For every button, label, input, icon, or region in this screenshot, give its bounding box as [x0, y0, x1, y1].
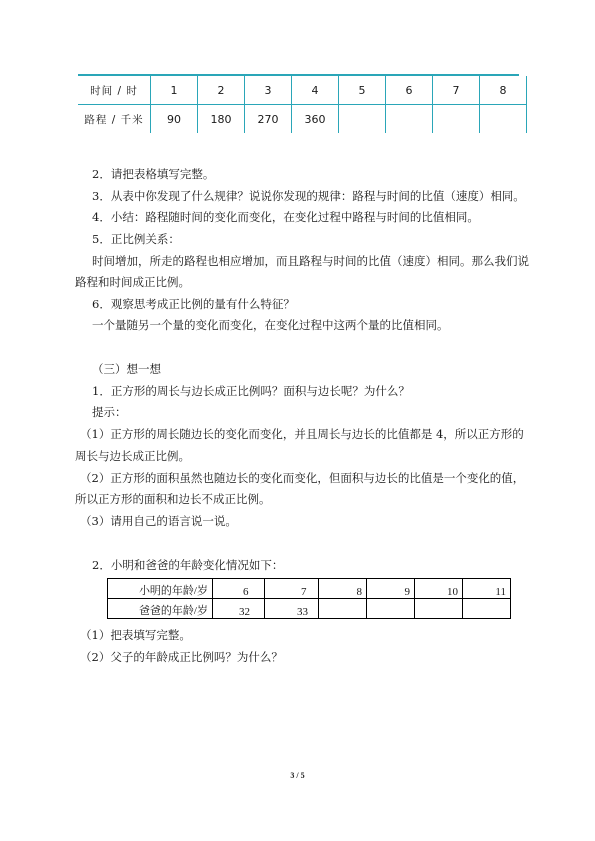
table-cell: 360 [292, 105, 339, 134]
table-cell: 8 [319, 579, 367, 599]
table-cell-empty [339, 105, 386, 134]
text-line: （2）父子的年龄成正比例吗？为什么？ [80, 650, 283, 664]
text-line: 所以正方形的面积和边长不成正比例。 [75, 492, 271, 506]
section-heading: （三）想一想 [92, 362, 161, 376]
table-cell: 90 [151, 105, 198, 134]
text-line: 周长与边长成正比例。 [75, 449, 190, 463]
text-line: 时间增加，所走的路程也相应增加，而且路程与时间的比值（速度）相同。那么我们说 [92, 254, 529, 268]
table-cell: 10 [415, 579, 463, 599]
table-cell: 1 [151, 76, 198, 105]
table-row [78, 76, 527, 105]
text-line: 提示： [92, 405, 127, 419]
time-distance-table [78, 76, 527, 133]
table-row [108, 579, 511, 599]
table-cell: 33 [265, 599, 319, 619]
table-row [78, 105, 527, 134]
text-line: 3．从表中你发现了什么规律？说说你发现的规律：路程与时间的比值（速度）相同。 [92, 189, 525, 203]
table-cell: 8 [480, 76, 527, 105]
table-cell: 270 [245, 105, 292, 134]
table-cell: 9 [367, 579, 415, 599]
table-cell-empty [386, 105, 433, 134]
text-line: 2．小明和爸爸的年龄变化情况如下： [92, 558, 284, 572]
table-row [108, 599, 511, 619]
table-cell-empty [367, 599, 415, 619]
table-cell: 3 [245, 76, 292, 105]
table-header-dad: 爸爸的年龄/岁 [108, 599, 213, 619]
table-cell-empty [463, 599, 511, 619]
text-line: （1）把表填写完整。 [80, 628, 191, 642]
table-cell-empty [433, 105, 480, 134]
table-cell: 2 [198, 76, 245, 105]
table-cell: 5 [339, 76, 386, 105]
table-cell: 11 [463, 579, 511, 599]
text-line: 路程和时间成正比例。 [75, 275, 190, 289]
text-line: （2）正方形的面积虽然也随边长的变化而变化，但面积与边长的比值是一个变化的值， [80, 471, 525, 485]
table-header-distance: 路程 / 千米 [78, 105, 151, 134]
text-line: 5．正比例关系： [92, 232, 180, 246]
text-line: （1）正方形的周长随边长的变化而变化，并且周长与边长的比值都是 4，所以正方形的 [80, 427, 524, 441]
page-number: 3 / 5 [290, 771, 305, 780]
table-cell: 6 [213, 579, 265, 599]
table-cell-empty [415, 599, 463, 619]
table-cell: 180 [198, 105, 245, 134]
age-table [107, 578, 511, 619]
text-line: （3）请用自己的语言说一说。 [80, 514, 237, 528]
table-cell: 7 [433, 76, 480, 105]
table-cell: 6 [386, 76, 433, 105]
text-line: 1．正方形的周长与边长成正比例吗？面积与边长呢？为什么？ [92, 384, 410, 398]
table-cell: 32 [213, 599, 265, 619]
table-cell-empty [319, 599, 367, 619]
table-header-time: 时间 / 时 [78, 76, 151, 105]
table-header-ming: 小明的年龄/岁 [108, 579, 213, 599]
text-line: 2．请把表格填写完整。 [92, 167, 215, 181]
text-line: 6．观察思考成正比例的量有什么特征？ [92, 297, 295, 311]
table-cell: 4 [292, 76, 339, 105]
text-line: 一个量随另一个量的变化而变化，在变化过程中这两个量的比值相同。 [92, 318, 449, 332]
table-cell: 7 [265, 579, 319, 599]
text-line: 4．小结：路程随时间的变化而变化，在变化过程中路程与时间的比值相同。 [92, 210, 479, 224]
table-cell-empty [480, 105, 527, 134]
